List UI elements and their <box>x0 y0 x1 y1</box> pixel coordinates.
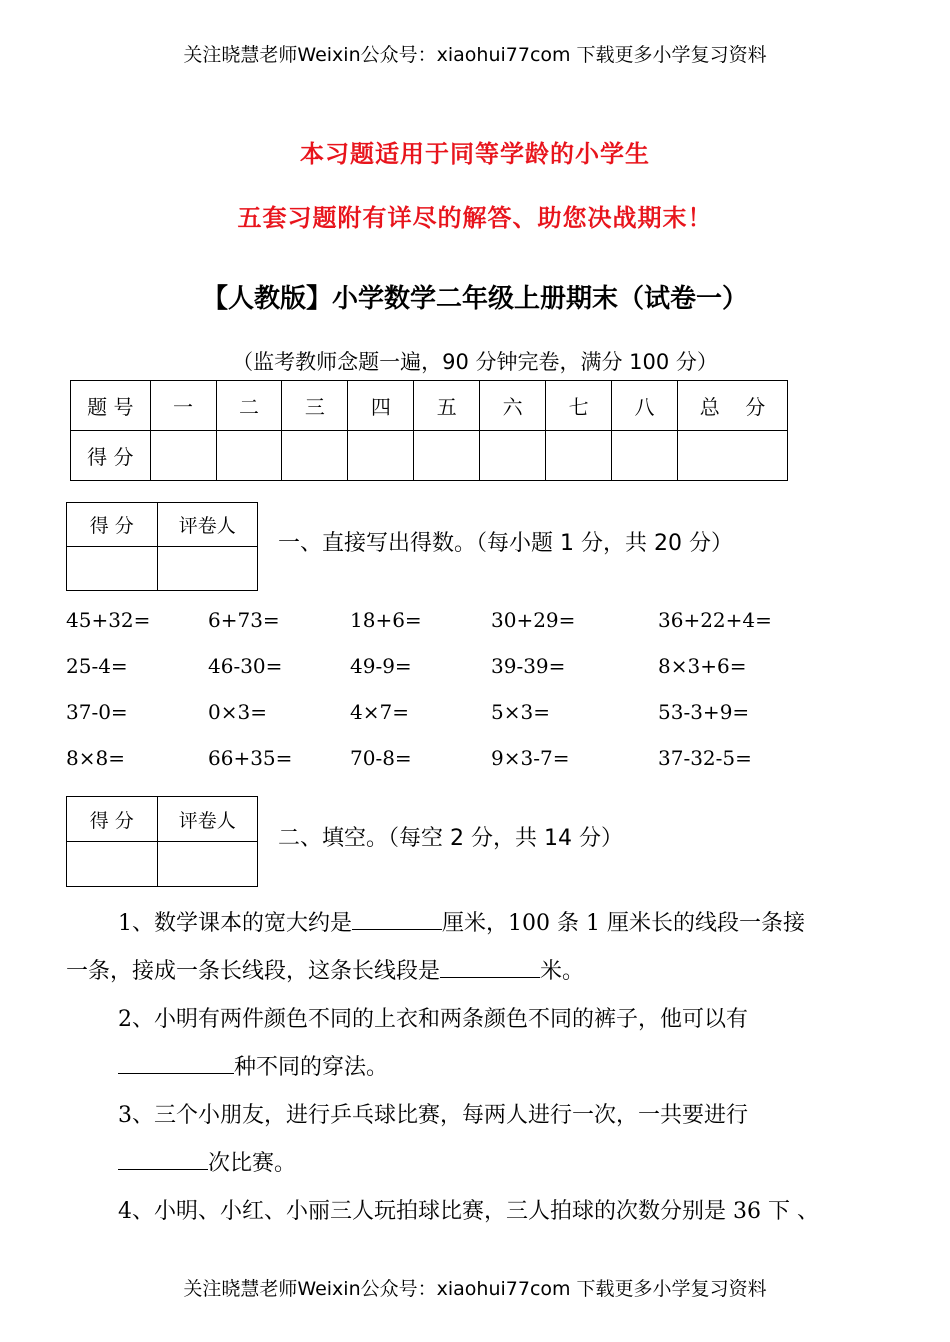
score-input-cell[interactable] <box>150 431 216 481</box>
question-text: 一条，接成一条长线段，这条长线段是 <box>66 959 441 984</box>
score-input-cell[interactable] <box>348 431 414 481</box>
question-text: 次比赛。 <box>208 1151 297 1176</box>
score-table-cell: 五 <box>414 381 480 431</box>
answer-blank[interactable] <box>440 955 540 978</box>
score-input-cell[interactable] <box>677 431 787 481</box>
problem: 49-9= <box>350 654 412 678</box>
grader-name-cell[interactable] <box>157 842 257 887</box>
problem: 37-32-5= <box>658 746 752 770</box>
score-input-cell[interactable] <box>612 431 678 481</box>
grader-name-label: 评卷人 <box>157 503 257 547</box>
section2-grader-box <box>66 796 258 887</box>
grader-score-cell[interactable] <box>67 842 158 887</box>
problem: 9×3-7= <box>491 746 570 770</box>
notice-line-2: 五套习题附有详尽的解答、助您决战期末！ <box>237 204 713 232</box>
score-table-cell: 三 <box>282 381 348 431</box>
problem: 70-8= <box>350 746 412 770</box>
score-table-header-row <box>71 381 788 431</box>
page-title: 【人教版】小学数学二年级上册期末（试卷一） <box>201 284 748 314</box>
problem: 37-0= <box>66 700 128 724</box>
page-subtitle: （监考教师念题一遍，90 分钟完卷，满分 100 分） <box>232 350 718 374</box>
question-4-line-1: 4、小明、小红、小丽三人玩拍球比赛，三人拍球的次数分别是 36 下 、 <box>118 1199 819 1224</box>
question-text: 种不同的穿法。 <box>234 1055 389 1080</box>
problem: 0×3= <box>208 700 267 724</box>
problem: 18+6= <box>350 608 422 632</box>
score-table-cell: 四 <box>348 381 414 431</box>
problem: 39-39= <box>491 654 566 678</box>
answer-blank[interactable] <box>118 1051 234 1074</box>
score-table <box>70 380 788 481</box>
score-table-cell: 总 分 <box>677 381 787 431</box>
question-2-line-1: 2、小明有两件颜色不同的上衣和两条颜色不同的裤子，他可以有 <box>118 1007 748 1032</box>
page-footer: 关注晓慧老师Weixin公众号：xiaohui77com 下载更多小学复习资料 <box>183 1278 767 1300</box>
problem: 4×7= <box>350 700 409 724</box>
grader-score-cell[interactable] <box>67 547 158 591</box>
section2-title: 二、填空。（每空 2 分，共 14 分） <box>278 826 623 851</box>
score-table-cell: 题 号 <box>71 381 151 431</box>
problem: 30+29= <box>491 608 576 632</box>
section1-title: 一、直接写出得数。（每小题 1 分，共 20 分） <box>278 531 733 556</box>
grader-score-label: 得 分 <box>67 503 158 547</box>
question-1-line-2 <box>66 948 584 996</box>
problem: 46-30= <box>208 654 283 678</box>
problem: 8×3+6= <box>658 654 747 678</box>
question-text: 1、数学课本的宽大约是 <box>118 911 352 936</box>
score-input-cell[interactable] <box>216 431 282 481</box>
problem: 8×8= <box>66 746 125 770</box>
question-1-line-1 <box>118 900 805 948</box>
score-row-label: 得 分 <box>71 431 151 481</box>
question-text: 厘米，100 条 1 厘米长的线段一条接 <box>442 911 805 936</box>
score-table-cell: 二 <box>216 381 282 431</box>
score-input-cell[interactable] <box>414 431 480 481</box>
problem: 25-4= <box>66 654 128 678</box>
problem: 45+32= <box>66 608 151 632</box>
score-input-cell[interactable] <box>546 431 612 481</box>
grader-name-cell[interactable] <box>157 547 257 591</box>
score-input-cell[interactable] <box>282 431 348 481</box>
score-table-cell: 一 <box>150 381 216 431</box>
question-text: 米。 <box>540 959 585 984</box>
grader-score-label: 得 分 <box>67 797 158 842</box>
page-header: 关注晓慧老师Weixin公众号：xiaohui77com 下载更多小学复习资料 <box>183 44 767 66</box>
problem: 6+73= <box>208 608 280 632</box>
answer-blank[interactable] <box>352 907 442 930</box>
problem: 36+22+4= <box>658 608 772 632</box>
question-3-line-1: 3、三个小朋友，进行乒乓球比赛，每两人进行一次，一共要进行 <box>118 1103 748 1128</box>
problem: 66+35= <box>208 746 293 770</box>
section1-grader-box <box>66 502 258 591</box>
notice-line-1: 本习题适用于同等学龄的小学生 <box>300 140 650 168</box>
grader-name-label: 评卷人 <box>157 797 257 842</box>
score-input-cell[interactable] <box>480 431 546 481</box>
problem: 5×3= <box>491 700 550 724</box>
score-table-score-row <box>71 431 788 481</box>
score-table-cell: 八 <box>612 381 678 431</box>
answer-blank[interactable] <box>118 1147 208 1170</box>
question-3-line-2 <box>118 1140 296 1188</box>
question-2-line-2 <box>118 1044 388 1092</box>
problem: 53-3+9= <box>658 700 750 724</box>
score-table-cell: 六 <box>480 381 546 431</box>
score-table-cell: 七 <box>546 381 612 431</box>
